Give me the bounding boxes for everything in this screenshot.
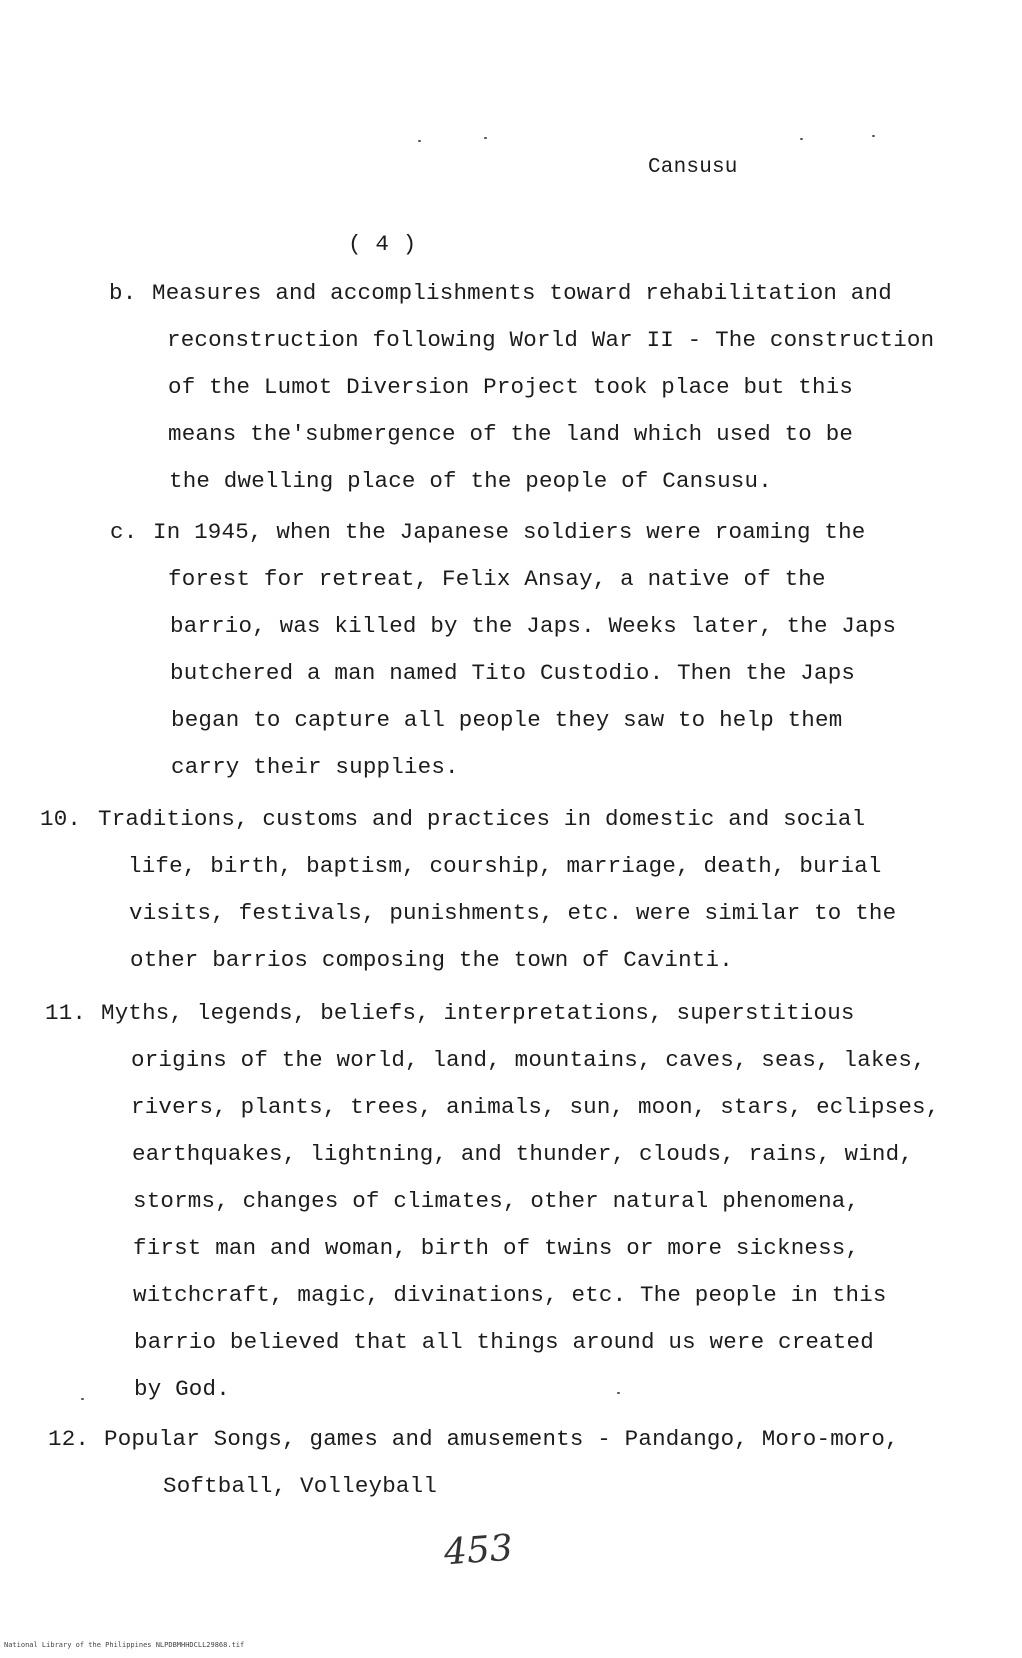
text-line: forest for retreat, Felix Ansay, a native of the [168, 566, 826, 592]
handwritten-page-number: 453 [442, 1527, 515, 1574]
page-number: ( 4 ) [348, 231, 417, 257]
text-line: barrio, was killed by the Japs. Weeks later, the Japs [170, 613, 897, 639]
text-line: Popular Songs, games and amusements - Pandango, Moro-moro, [104, 1426, 899, 1452]
scan-speck [81, 1398, 84, 1400]
text-line: Measures and accomplishments toward rehabilitation and [152, 280, 892, 306]
text-line: butchered a man named Tito Custodio. Then the Japs [170, 660, 856, 686]
text-line: In 1945, when the Japanese soldiers were roaming the [153, 519, 866, 545]
text-line: by God. [134, 1376, 230, 1402]
scan-speck [800, 138, 803, 140]
text-line: earthquakes, lightning, and thunder, clouds, rains, wind, [132, 1141, 914, 1167]
section-marker: b. [109, 280, 137, 306]
scan-footer: National Library of the Philippines NLPDBMHHDCLL29868.tif [4, 1641, 245, 1649]
text-line: storms, changes of climates, other natural phenomena, [133, 1188, 860, 1214]
scan-speck [872, 135, 875, 137]
text-line: origins of the world, land, mountains, caves, seas, lakes, [131, 1047, 926, 1073]
text-line: first man and woman, birth of twins or more sickness, [133, 1235, 860, 1261]
text-line: reconstruction following World War II - The construction [167, 327, 935, 353]
header-place: Cansusu [648, 156, 738, 179]
text-line: Traditions, customs and practices in domestic and social [98, 806, 866, 832]
section-marker: 12. [48, 1426, 90, 1452]
text-line: Myths, legends, beliefs, interpretations, superstitious [101, 1000, 855, 1026]
text-line: means the'submergence of the land which used to be [168, 421, 854, 447]
text-line: visits, festivals, punishments, etc. were similar to the [129, 900, 897, 926]
section-marker: 11. [45, 1000, 87, 1026]
text-line: barrio believed that all things around us were created [134, 1329, 874, 1355]
section-marker: 10. [40, 806, 82, 832]
text-line: Softball, Volleyball [163, 1473, 438, 1499]
scan-speck [484, 137, 487, 139]
text-line: the dwelling place of the people of Cansusu. [169, 468, 772, 494]
text-line: witchcraft, magic, divinations, etc. The people in this [133, 1282, 887, 1308]
text-line: began to capture all people they saw to help them [171, 707, 843, 733]
text-line: carry their supplies. [171, 754, 459, 780]
text-line: life, birth, baptism, courship, marriage, death, burial [128, 853, 882, 879]
text-line: other barrios composing the town of Cavinti. [130, 947, 733, 973]
scan-speck [418, 140, 421, 142]
section-marker: c. [110, 519, 138, 545]
text-line: of the Lumot Diversion Project took place but this [168, 374, 854, 400]
scan-speck [617, 1392, 620, 1394]
text-line: rivers, plants, trees, animals, sun, moon, stars, eclipses, [131, 1094, 940, 1120]
